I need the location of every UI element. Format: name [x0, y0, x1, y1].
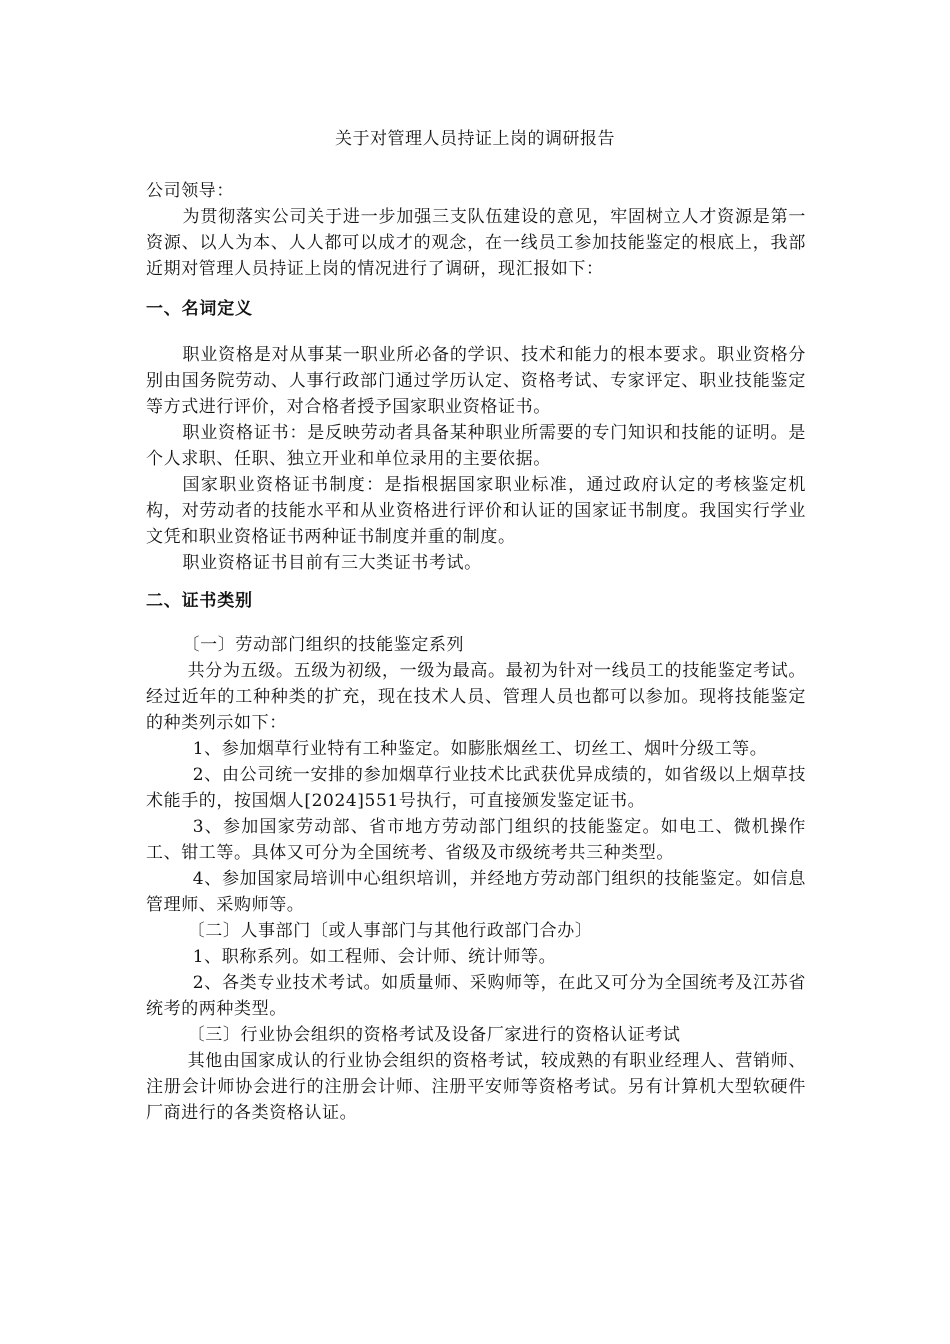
list-item: 1、参加烟草行业特有工种鉴定。如膨胀烟丝工、切丝工、烟叶分级工等。 [192, 739, 768, 759]
intro-paragraph: 为贯彻落实公司关于进一步加强三支队伍建设的意见，牢固树立人才资源是第一资源、以人为本、人人都可以成才的观念，在一线员工参加技能鉴定的根底上，我部近期对管理人员持证上岗的情况进行了调研，现汇报如下： [146, 207, 806, 279]
salutation: 公司领导： [146, 181, 234, 201]
list-item: 1、职称系列。如工程师、会计师、统计师等。 [192, 947, 557, 967]
subsection-title: 〔二〕人事部门〔或人事部门与其他行政部门合办〕 [187, 921, 593, 941]
section-heading-definitions: 一、名词定义 [146, 299, 253, 319]
document-title: 关于对管理人员持证上岗的调研报告 [335, 129, 615, 149]
definitions-block [146, 342, 806, 576]
definition-paragraph: 职业资格是对从事某一职业所必备的学识、技术和能力的根本要求。职业资格分别由国务院劳动、人事行政部门通过学历认定、资格考试、专家评定、职业技能鉴定等方式进行评价，对合格者授予国家职业资格证书。 [146, 345, 806, 417]
subsection-title: 〔一〕劳动部门组织的技能鉴定系列 [182, 635, 465, 655]
subsection-title: 〔三〕行业协会组织的资格考试及设备厂家进行的资格认证考试 [187, 1025, 681, 1045]
list-item: 2、各类专业技术考试。如质量师、采购师等，在此又可分为全国统考及江苏省统考的两种类型。 [146, 973, 806, 1019]
definition-paragraph: 职业资格证书：是反映劳动者具备某种职业所需要的专门知识和技能的证明。是个人求职、任职、独立开业和单位录用的主要依据。 [146, 423, 806, 469]
categories-block [146, 632, 806, 1126]
section-heading-categories: 二、证书类别 [146, 591, 253, 611]
opening-block [146, 178, 806, 282]
definition-paragraph: 国家职业资格证书制度：是指根据国家职业标准，通过政府认定的考核鉴定机构，对劳动者的技能水平和从业资格进行评价和认证的国家证书制度。我国实行学业文凭和职业资格证书两种证书制度并重的制度。 [146, 475, 806, 547]
list-item: 3、参加国家劳动部、省市地方劳动部门组织的技能鉴定。如电工、微机操作工、钳工等。具体又可分为全国统考、省级及市级统考共三种类型。 [146, 817, 806, 863]
subsection-intro: 共分为五级。五级为初级，一级为最高。最初为针对一线员工的技能鉴定考试。经过近年的工种种类的扩充，现在技术人员、管理人员也都可以参加。现将技能鉴定的种类列示如下： [146, 661, 806, 733]
list-item: 4、参加国家局培训中心组织培训，并经地方劳动部门组织的技能鉴定。如信息管理师、采购师等。 [146, 869, 806, 915]
subsection-text: 其他由国家成认的行业协会组织的资格考试，较成熟的有职业经理人、营销师、注册会计师协会进行的注册会计师、注册平安师等资格考试。另有计算机大型软硬件厂商进行的各类资格认证。 [146, 1051, 806, 1123]
list-item: 2、由公司统一安排的参加烟草行业技术比武获优异成绩的，如省级以上烟草技术能手的，按国烟人[2024]551号执行，可直接颁发鉴定证书。 [146, 765, 806, 811]
definition-paragraph: 职业资格证书目前有三大类证书考试。 [182, 553, 482, 573]
